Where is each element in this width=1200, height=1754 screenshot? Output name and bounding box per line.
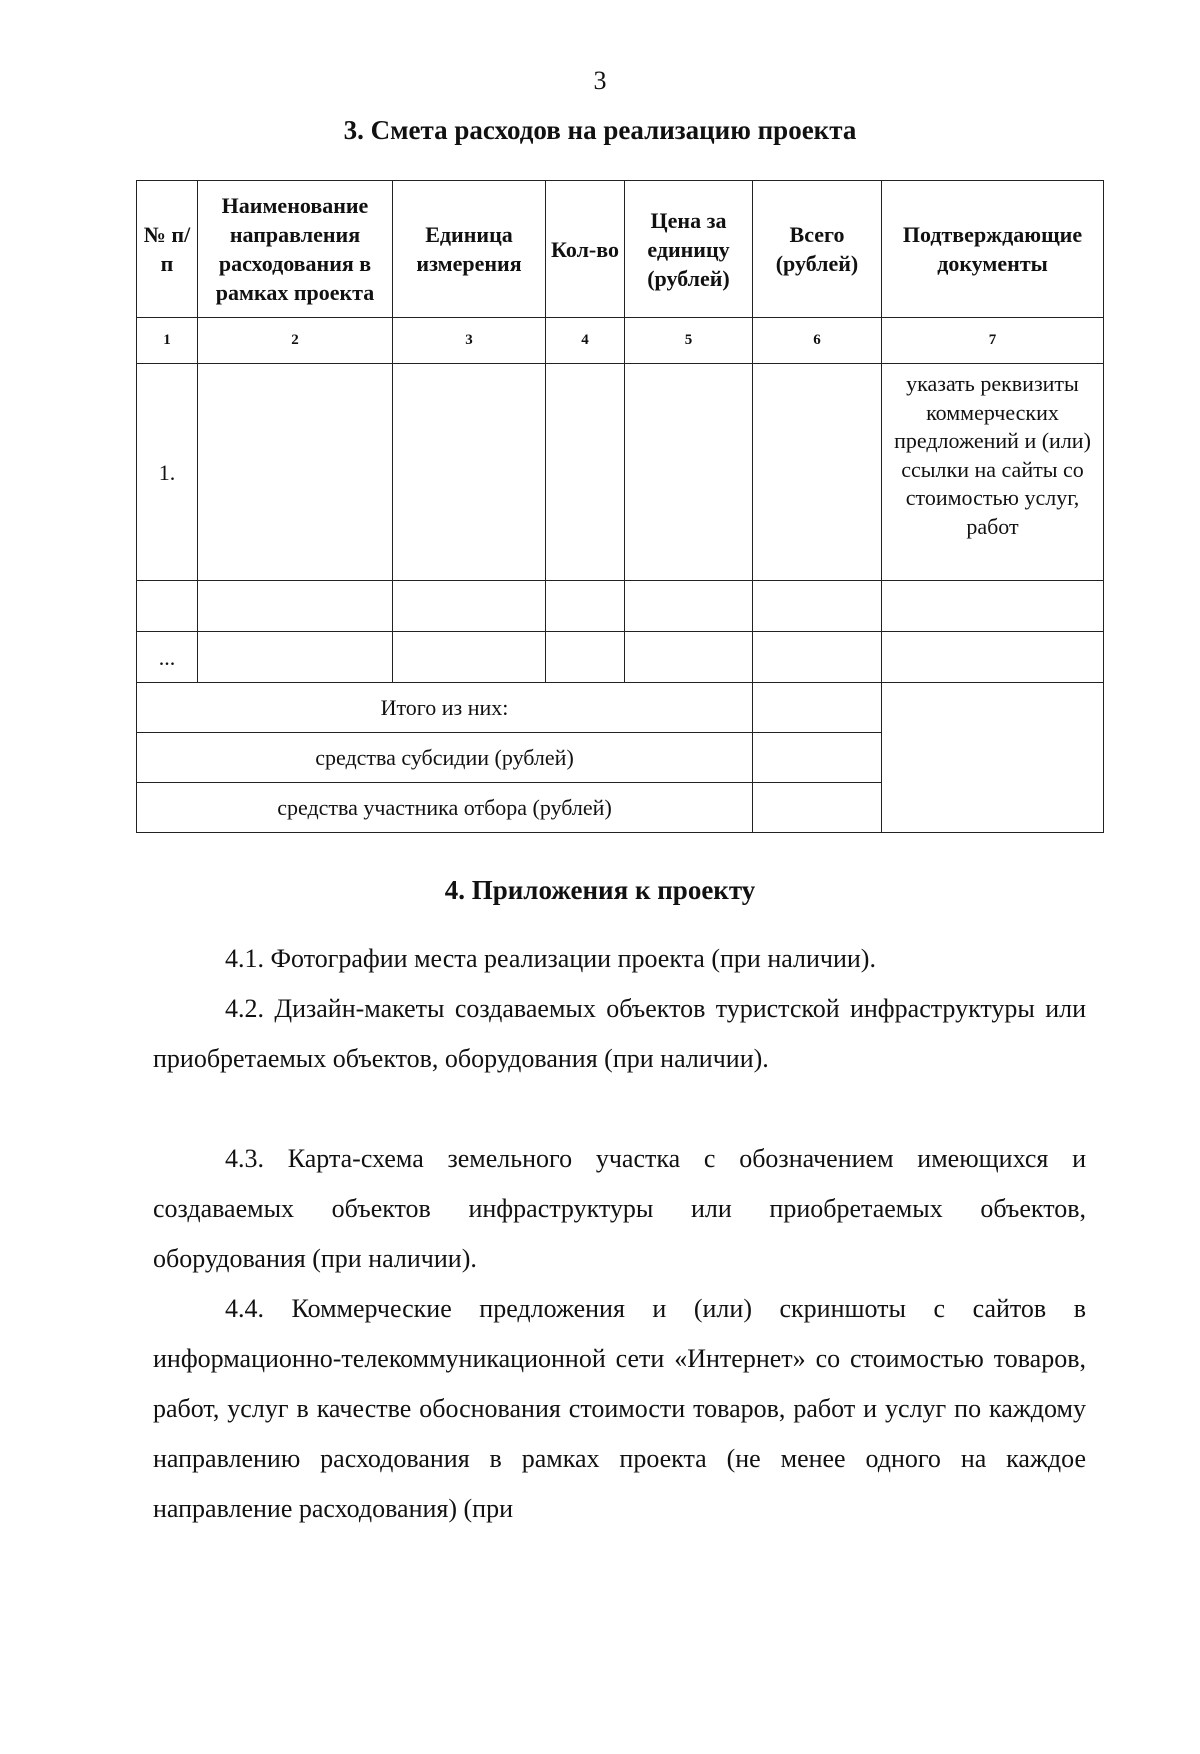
totals-documents-cell <box>882 683 1104 833</box>
column-number-row <box>137 318 1104 364</box>
table-cell <box>198 364 393 581</box>
column-number: 5 <box>625 318 753 364</box>
header-cell: Кол-во <box>546 181 625 318</box>
header-cell: Цена за единицу (рублей) <box>625 181 753 318</box>
column-number: 1 <box>137 318 198 364</box>
header-cell: № п/п <box>137 181 198 318</box>
appendix-item <box>153 1134 1086 1284</box>
table-cell <box>393 632 546 683</box>
table-cell <box>753 581 882 632</box>
participant-value-cell <box>753 783 882 833</box>
table-cell <box>546 581 625 632</box>
total-label: Итого из них: <box>137 683 753 733</box>
appendix-item-text: 4.1. Фотографии места реализации проекта (при наличии). <box>225 944 876 973</box>
subsidy-value-cell <box>753 733 882 783</box>
section-3-title: 3. Смета расходов на реализацию проекта <box>343 115 857 145</box>
row-number <box>137 581 198 632</box>
appendix-item-text: 4.2. Дизайн-макеты создаваемых объектов туристской инфраструктуры или приобретаемых объектов, оборудования (при наличии). <box>153 994 1086 1073</box>
table-cell <box>198 581 393 632</box>
header-cell: Наименование направления расходования в рамках проекта <box>198 181 393 318</box>
column-number: 2 <box>198 318 393 364</box>
appendix-item <box>153 934 1086 984</box>
row-number: ... <box>137 632 198 683</box>
supporting-documents-cell <box>882 581 1104 632</box>
table-cell <box>625 364 753 581</box>
table-cell <box>753 364 882 581</box>
total-value-cell <box>753 683 882 733</box>
table-header-row <box>137 181 1104 318</box>
table-cell <box>393 364 546 581</box>
table-row <box>137 364 1104 581</box>
table-cell <box>625 632 753 683</box>
column-number: 3 <box>393 318 546 364</box>
subsidy-label: средства субсидии (рублей) <box>137 733 753 783</box>
column-number: 7 <box>882 318 1104 364</box>
header-cell: Единица измерения <box>393 181 546 318</box>
row-number: 1. <box>137 364 198 581</box>
budget-table <box>136 180 1104 833</box>
participant-label: средства участника отбора (рублей) <box>137 783 753 833</box>
appendix-item-text: 4.4. Коммерческие предложения и (или) скриншоты с сайтов в информационно-телекоммуникационной сети «Интернет» со стоимостью товаров, работ, услуг в качестве обоснования стоимости товаров, работ и услуг по каждому направлению расходования в рамках проекта (не менее одного на каждое направление расходования) (при <box>153 1294 1086 1523</box>
column-number: 4 <box>546 318 625 364</box>
table-cell <box>546 632 625 683</box>
appendix-item-text: 4.3. Карта-схема земельного участка с обозначением имеющихся и создаваемых объектов инфраструктуры или приобретаемых объектов, оборудования (при наличии). <box>153 1144 1086 1273</box>
table-cell <box>198 632 393 683</box>
header-cell: Подтверждающие документы <box>882 181 1104 318</box>
supporting-documents-cell: указать реквизиты коммерческих предложений и (или) ссылки на сайты со стоимостью услуг, работ <box>882 364 1104 581</box>
supporting-documents-cell <box>882 632 1104 683</box>
column-number: 6 <box>753 318 882 364</box>
page-number: 3 <box>593 66 607 95</box>
appendix-item <box>153 984 1086 1084</box>
table-row <box>137 581 1104 632</box>
table-row <box>137 632 1104 683</box>
table-cell <box>625 581 753 632</box>
table-cell <box>393 581 546 632</box>
total-row <box>137 683 1104 733</box>
section-4-title: 4. Приложения к проекту <box>444 875 756 905</box>
appendix-item <box>153 1284 1086 1534</box>
table-cell <box>753 632 882 683</box>
table-cell <box>546 364 625 581</box>
header-cell: Всего (рублей) <box>753 181 882 318</box>
